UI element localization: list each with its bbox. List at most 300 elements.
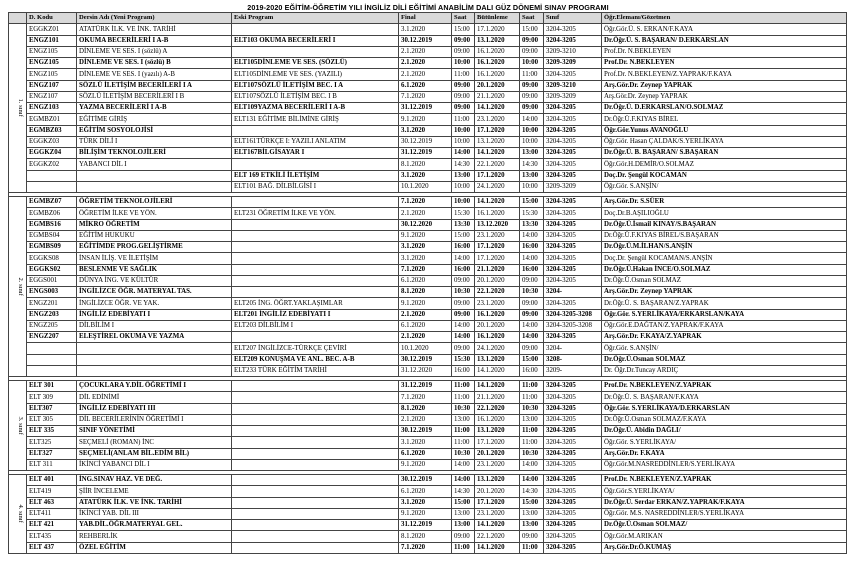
room-cell: 3204-3205: [544, 531, 602, 542]
room-cell: 3204-3205: [544, 208, 602, 219]
makeup-time-cell: 15:00: [520, 24, 544, 35]
room-cell: 3204-3205: [544, 219, 602, 230]
course-name-new-cell: DİNLEME VE SES. I (yazılı) A-B: [77, 69, 232, 80]
final-time-cell: 10:00: [452, 136, 475, 147]
final-date-cell: 3.1.2020: [399, 437, 452, 448]
course-code-cell: ELT 309: [27, 392, 77, 403]
course-name-old-cell: [232, 414, 399, 425]
course-code-cell: ENGZ201: [27, 298, 77, 309]
makeup-date-cell: 14.1.2020: [475, 365, 520, 376]
makeup-time-cell: 11:00: [520, 392, 544, 403]
course-name-new-cell: DİNLEME VE SES. I (sözlü) A: [77, 46, 232, 57]
instructor-cell: Arş.Gör.Dr.Ö.KUMAŞ: [602, 542, 847, 553]
table-row: [9, 219, 847, 230]
makeup-date-cell: 16.1.2020: [475, 208, 520, 219]
course-name-old-cell: ELT103 OKUMA BECERİLERİ I: [232, 35, 399, 46]
course-name-old-cell: [232, 46, 399, 57]
final-time-cell: 14:00: [452, 332, 475, 343]
course-code-cell: ELT 463: [27, 497, 77, 508]
makeup-time-cell: 10:30: [520, 403, 544, 414]
final-date-cell: 2.1.2020: [399, 58, 452, 69]
course-name-old-cell: [232, 219, 399, 230]
makeup-time-cell: 13:00: [520, 170, 544, 181]
final-time-cell: 10:30: [452, 403, 475, 414]
final-date-cell: 9.1.2020: [399, 508, 452, 519]
course-name-old-cell: [232, 497, 399, 508]
course-name-old-cell: ELT209 KONUŞMA VE ANL. BEC. A-B: [232, 354, 399, 365]
makeup-time-cell: 14:00: [520, 114, 544, 125]
makeup-time-cell: 09:00: [520, 80, 544, 91]
instructor-cell: Doç.Dr. Şengül KOCAMAN/S.ANŞİN: [602, 253, 847, 264]
room-cell: 3209-3209: [544, 91, 602, 102]
room-cell: 3204-3205: [544, 159, 602, 170]
table-row: [9, 298, 847, 309]
course-name-old-cell: ELT107SÖZLÜ İLETİŞİM BEC. I B: [232, 91, 399, 102]
makeup-time-cell: 14:00: [520, 320, 544, 331]
table-row: [9, 531, 847, 542]
makeup-date-cell: 16.1.2020: [475, 58, 520, 69]
course-code-cell: ENGZ105: [27, 46, 77, 57]
makeup-date-cell: 17.1.2020: [475, 437, 520, 448]
room-cell: 3204-3205: [544, 148, 602, 159]
final-time-cell: 13:00: [452, 520, 475, 531]
makeup-time-cell: 15:00: [520, 354, 544, 365]
final-date-cell: 9.1.2020: [399, 298, 452, 309]
instructor-cell: Öğr.Gör. S.YERLİKAYA/: [602, 437, 847, 448]
course-name-old-cell: ELT203 DİLBİLİM I: [232, 320, 399, 331]
semester-label-cell: [9, 197, 27, 377]
semester-label-cell: [9, 381, 27, 471]
table-row: [9, 437, 847, 448]
course-name-new-cell: DİL EDİNİMİ: [77, 392, 232, 403]
table-row: [9, 403, 847, 414]
header-cell-instructor: Öğr.Elemanı/Gözetmen: [602, 13, 847, 24]
final-date-cell: 3.1.2020: [399, 170, 452, 181]
document-title: 2019-2020 EĞİTİM-ÖĞRETİM YILI İNGİLİZ DİLİ EĞİTİMİ ANABİLİM DALI GÜZ DÖNEMİ SINAV PROGRAMI: [247, 3, 609, 12]
instructor-cell: Dr.Öğr.Ü. S. BAŞARAN/F.KAYA: [602, 392, 847, 403]
room-cell: 3204-3205: [544, 275, 602, 286]
room-cell: 3204-3205: [544, 69, 602, 80]
instructor-cell: Prof.Dr. N.BEKLEYEN: [602, 46, 847, 57]
instructor-cell: Doç.Dr.B.AŞILIOĞLU: [602, 208, 847, 219]
final-date-cell: 31.12.2019: [399, 520, 452, 531]
course-name-old-cell: ELT231 ÖĞRETİM İLKE VE YÖN.: [232, 208, 399, 219]
table-row: [9, 459, 847, 470]
header-cell-time2: Saat: [520, 13, 544, 24]
semester-label: 4. sınıf: [16, 504, 24, 524]
final-time-cell: 09:00: [452, 298, 475, 309]
course-code-cell: EGMBZ07: [27, 197, 77, 208]
instructor-cell: Arş.Gör.Dr. Zeynep YAPRAK: [602, 287, 847, 298]
course-name-new-cell: EĞİTİM HUKUKU: [77, 230, 232, 241]
final-time-cell: 09:00: [452, 275, 475, 286]
final-date-cell: 2.1.2020: [399, 332, 452, 343]
room-cell: 3209-3209: [544, 181, 602, 192]
final-time-cell: 09:00: [452, 46, 475, 57]
course-code-cell: ENGZ205: [27, 320, 77, 331]
course-name-old-cell: ELT233 TÜRK EĞİTİM TARİHİ: [232, 365, 399, 376]
makeup-date-cell: 23.1.2020: [475, 508, 520, 519]
semester-label: 1. sınıf: [16, 98, 24, 118]
instructor-cell: Dr.Öğr.Ü.Osman SOLMAZ: [602, 275, 847, 286]
instructor-cell: Arş.Gör.Dr. F.KAYA/Z.YAPRAK: [602, 332, 847, 343]
makeup-time-cell: 14:00: [520, 332, 544, 343]
instructor-cell: Prof.Dr. N.BEKLEYEN/Z.YAPRAK/F.KAYA: [602, 69, 847, 80]
course-name-new-cell: EĞİTİME GİRİŞ: [77, 114, 232, 125]
header-cell-course-old: Eski Program: [232, 13, 399, 24]
makeup-date-cell: 13.1.2020: [475, 354, 520, 365]
makeup-date-cell: 16.1.2020: [475, 69, 520, 80]
final-date-cell: 30.12.2020: [399, 219, 452, 230]
final-date-cell: 31.12.2019: [399, 103, 452, 114]
table-row: [9, 354, 847, 365]
makeup-date-cell: 20.1.2020: [475, 320, 520, 331]
makeup-date-cell: 23.1.2020: [475, 114, 520, 125]
makeup-date-cell: 21.1.2020: [475, 392, 520, 403]
course-code-cell: EGMBS09: [27, 242, 77, 253]
instructor-cell: Öğr.Gör. Hasan ÇALDAK/S.YERLİKAYA: [602, 136, 847, 147]
makeup-time-cell: 10:00: [520, 181, 544, 192]
course-name-old-cell: [232, 125, 399, 136]
room-cell: 3209-3209: [544, 58, 602, 69]
course-name-new-cell: ÖZEL EĞİTİM: [77, 542, 232, 553]
room-cell: 3204-3205: [544, 332, 602, 343]
makeup-time-cell: 13:00: [520, 414, 544, 425]
room-cell: 3204-3205: [544, 170, 602, 181]
instructor-cell: Prof.Dr. N.BEKLEYEN: [602, 58, 847, 69]
room-cell: 3204-3205: [544, 125, 602, 136]
makeup-date-cell: 22.1.2020: [475, 287, 520, 298]
course-name-new-cell: BİLİŞİM TEKNOLOJİLERİ: [77, 148, 232, 159]
makeup-date-cell: 24.1.2020: [475, 343, 520, 354]
table-row: [9, 448, 847, 459]
course-code-cell: EGGS001: [27, 275, 77, 286]
final-time-cell: 11:00: [452, 392, 475, 403]
instructor-cell: Öğr.Gör. M.S. NASREDDİNLER/S.YERLİKAYA: [602, 508, 847, 519]
instructor-cell: Arş.Gör.Dr. F.KAYA: [602, 448, 847, 459]
course-name-old-cell: [232, 426, 399, 437]
table-row: [9, 58, 847, 69]
course-name-new-cell: ŞİİR İNCELEME: [77, 486, 232, 497]
makeup-time-cell: 09:00: [520, 103, 544, 114]
course-code-cell: ENGZ105: [27, 58, 77, 69]
course-code-cell: ELT435: [27, 531, 77, 542]
course-name-new-cell: YABANCI DİL I: [77, 159, 232, 170]
header-cell-room: Sınıf: [544, 13, 602, 24]
course-code-cell: ENGZ105: [27, 69, 77, 80]
room-cell: 3204-3205: [544, 381, 602, 392]
final-date-cell: 31.12.2019: [399, 148, 452, 159]
course-code-cell: ENGZ207: [27, 332, 77, 343]
final-date-cell: 30.12.2019: [399, 475, 452, 486]
course-name-old-cell: ELT105DİNLEME VE SES. (YAZILI): [232, 69, 399, 80]
course-code-cell: ELT327: [27, 448, 77, 459]
makeup-time-cell: 13:00: [520, 508, 544, 519]
course-name-old-cell: [232, 275, 399, 286]
course-name-old-cell: [232, 197, 399, 208]
exam-schedule-table: [8, 12, 847, 554]
final-time-cell: 10:00: [452, 58, 475, 69]
instructor-cell: Dr.Öğr.Ü. Abidin DAĞLI/: [602, 426, 847, 437]
table-row: [9, 197, 847, 208]
makeup-time-cell: 11:00: [520, 69, 544, 80]
makeup-date-cell: 16.1.2020: [475, 414, 520, 425]
room-cell: 3204-3205-3208: [544, 320, 602, 331]
course-code-cell: ENGZ101: [27, 35, 77, 46]
makeup-time-cell: 15:00: [520, 497, 544, 508]
course-code-cell: ELT307: [27, 403, 77, 414]
course-name-new-cell: EĞİTİM SOSYOLOJİSİ: [77, 125, 232, 136]
instructor-cell: Dr.Öğr.Ü. S. BAŞARAN/ D.ERKARSLAN: [602, 35, 847, 46]
course-name-new-cell: ELEŞTİREL OKUMA VE YAZMA: [77, 332, 232, 343]
makeup-time-cell: 10:00: [520, 136, 544, 147]
final-time-cell: 13:00: [452, 414, 475, 425]
instructor-cell: Öğr.Gör.Ü. S. ERKAN/F.KAYA: [602, 24, 847, 35]
makeup-time-cell: 13:00: [520, 148, 544, 159]
final-time-cell: 14:00: [452, 148, 475, 159]
course-name-old-cell: ELT109YAZMA BECERİLERİ I A-B: [232, 103, 399, 114]
course-name-new-cell: [77, 343, 232, 354]
course-name-old-cell: [232, 253, 399, 264]
room-cell: 3204-3205: [544, 35, 602, 46]
room-cell: 3204-3205-3208: [544, 309, 602, 320]
final-date-cell: 31.12.2020: [399, 365, 452, 376]
makeup-date-cell: 22.1.2020: [475, 531, 520, 542]
course-name-old-cell: ELT101 BAĞ. DİLBİLGİSİ I: [232, 181, 399, 192]
course-code-cell: EGGKS02: [27, 264, 77, 275]
makeup-date-cell: 17.1.2020: [475, 125, 520, 136]
final-time-cell: 11:00: [452, 542, 475, 553]
course-name-old-cell: ELT161TÜRKÇE I: YAZILI ANLATIM: [232, 136, 399, 147]
room-cell: 3204-3205: [544, 136, 602, 147]
final-time-cell: 16:00: [452, 242, 475, 253]
final-date-cell: 30.12.2019: [399, 354, 452, 365]
course-name-new-cell: TÜRK DİLİ I: [77, 136, 232, 147]
instructor-cell: Dr.Öğr.Ü.F.KIYAS BİREL/S.BAŞARAN: [602, 230, 847, 241]
course-code-cell: ENGZ103: [27, 103, 77, 114]
course-name-new-cell: İNG.SINAV HAZ. VE DEĞ.: [77, 475, 232, 486]
course-name-new-cell: MİKRO ÖĞRETİM: [77, 219, 232, 230]
table-row: [9, 242, 847, 253]
instructor-cell: Öğr.Gör. S.ANŞİN/: [602, 343, 847, 354]
final-time-cell: 10:00: [452, 125, 475, 136]
room-cell: 3204-3205: [544, 497, 602, 508]
final-date-cell: 3.1.2020: [399, 24, 452, 35]
room-cell: 3204-3205: [544, 459, 602, 470]
course-name-new-cell: DİL BECERİLERİNİN ÖĞRETİMİ I: [77, 414, 232, 425]
room-cell: 3204-3205: [544, 520, 602, 531]
course-name-old-cell: ELT167BİLGİSAYAR I: [232, 148, 399, 159]
course-code-cell: ELT 305: [27, 414, 77, 425]
schedule-body: [9, 24, 847, 554]
final-date-cell: 6.1.2020: [399, 448, 452, 459]
makeup-date-cell: 23.1.2020: [475, 230, 520, 241]
header-cell-course-new: Dersin Adı (Yeni Program): [77, 13, 232, 24]
course-name-new-cell: SÖZLÜ İLETİŞİM BECERİLERİ I A: [77, 80, 232, 91]
makeup-time-cell: 09:00: [520, 35, 544, 46]
table-row: [9, 69, 847, 80]
instructor-cell: Dr.Öğr.Ü.M.İLHAN/S.ANŞİN: [602, 242, 847, 253]
final-time-cell: 14:00: [452, 459, 475, 470]
instructor-cell: Dr.Öğr.Ü. S. BAŞARAN/Z.YAPRAK: [602, 298, 847, 309]
makeup-time-cell: 14:00: [520, 459, 544, 470]
final-time-cell: 14:30: [452, 486, 475, 497]
room-cell: 3204-3205: [544, 448, 602, 459]
course-name-old-cell: ELT207 İNGİLİZCE-TÜRKÇE ÇEVİRİ: [232, 343, 399, 354]
makeup-time-cell: 09:00: [520, 91, 544, 102]
course-code-cell: [27, 365, 77, 376]
course-name-new-cell: SÖZLÜ İLETİŞİM BECERİLERİ I B: [77, 91, 232, 102]
course-name-new-cell: SINIF YÖNETİMİ: [77, 426, 232, 437]
makeup-time-cell: 10:00: [520, 125, 544, 136]
table-row: [9, 287, 847, 298]
final-time-cell: 11:00: [452, 426, 475, 437]
course-name-old-cell: [232, 542, 399, 553]
course-name-old-cell: [232, 287, 399, 298]
course-name-old-cell: [232, 264, 399, 275]
header-cell-code: D. Kodu: [27, 13, 77, 24]
course-code-cell: ELT 301: [27, 381, 77, 392]
makeup-date-cell: 14.1.2020: [475, 520, 520, 531]
makeup-date-cell: 14.1.2020: [475, 103, 520, 114]
course-name-old-cell: [232, 230, 399, 241]
instructor-cell: Dr.Öğr.Ü.Osman SOLMAZ: [602, 354, 847, 365]
room-cell: 3204-3205: [544, 242, 602, 253]
course-code-cell: EGGKZ02: [27, 159, 77, 170]
course-name-new-cell: İNGİLİZCE ÖĞR. VE YAK.: [77, 298, 232, 309]
final-date-cell: 2.1.2020: [399, 46, 452, 57]
semester-label: 2. sınıf: [16, 277, 24, 296]
table-row: [9, 486, 847, 497]
course-name-new-cell: İKİNCİ YAB. DİL III: [77, 508, 232, 519]
course-code-cell: EGMBS04: [27, 230, 77, 241]
final-time-cell: 16:00: [452, 264, 475, 275]
room-cell: 3204-3205: [544, 298, 602, 309]
final-time-cell: 15:00: [452, 230, 475, 241]
course-name-old-cell: [232, 381, 399, 392]
course-code-cell: EGGKZ03: [27, 136, 77, 147]
makeup-date-cell: 16.1.2020: [475, 309, 520, 320]
table-row: [9, 208, 847, 219]
makeup-time-cell: 13:30: [520, 219, 544, 230]
final-time-cell: 09:00: [452, 103, 475, 114]
room-cell: 3204-3205: [544, 114, 602, 125]
header-row: [9, 13, 847, 24]
table-row: [9, 264, 847, 275]
course-code-cell: [27, 354, 77, 365]
final-date-cell: 7.1.2020: [399, 197, 452, 208]
header-cell-final: Final: [399, 13, 452, 24]
course-name-old-cell: [232, 508, 399, 519]
course-name-new-cell: YAB.DİL.ÖĞR.MATERYAL GEL.: [77, 520, 232, 531]
final-date-cell: 8.1.2020: [399, 403, 452, 414]
makeup-date-cell: 16.1.2020: [475, 46, 520, 57]
makeup-time-cell: 14:30: [520, 159, 544, 170]
final-date-cell: 2.1.2020: [399, 69, 452, 80]
course-name-new-cell: [77, 354, 232, 365]
makeup-time-cell: 09:00: [520, 343, 544, 354]
makeup-date-cell: 13.1.2020: [475, 426, 520, 437]
makeup-date-cell: 20.1.2020: [475, 80, 520, 91]
final-date-cell: 3.1.2020: [399, 242, 452, 253]
course-code-cell: ELT419: [27, 486, 77, 497]
course-code-cell: EGMBZ06: [27, 208, 77, 219]
course-name-new-cell: ÇOCUKLARA Y.DİL ÖĞRETİMİ I: [77, 381, 232, 392]
final-date-cell: 3.1.2020: [399, 497, 452, 508]
final-date-cell: 30.12.2019: [399, 35, 452, 46]
table-row: [9, 508, 847, 519]
header-cell-makeup: Bütünleme: [475, 13, 520, 24]
course-name-new-cell: DİNLEME VE SES. I (sözlü) B: [77, 58, 232, 69]
final-date-cell: 10.1.2020: [399, 343, 452, 354]
course-code-cell: EGMBS16: [27, 219, 77, 230]
instructor-cell: Arş.Gör.Dr. Zeynep YAPRAK: [602, 80, 847, 91]
makeup-time-cell: 10:00: [520, 58, 544, 69]
final-time-cell: 13:00: [452, 508, 475, 519]
table-row: [9, 114, 847, 125]
final-time-cell: 13:30: [452, 219, 475, 230]
final-date-cell: 6.1.2020: [399, 275, 452, 286]
room-cell: 3204-3205: [544, 392, 602, 403]
course-name-old-cell: [232, 242, 399, 253]
table-row: [9, 35, 847, 46]
instructor-cell: Dr.Öğr.Ü.Osman SOLMAZ/F.KAYA: [602, 414, 847, 425]
course-code-cell: ELT 421: [27, 520, 77, 531]
course-name-old-cell: ELT107SÖZLÜ İLETİŞİM BEC. I A: [232, 80, 399, 91]
instructor-cell: Öğr.Gör.E.DAĞTAN/Z.YAPRAK/F.KAYA: [602, 320, 847, 331]
makeup-time-cell: 09:00: [520, 46, 544, 57]
instructor-cell: Doç.Dr. Şengül KOCAMAN: [602, 170, 847, 181]
course-name-new-cell: REHBERLİK: [77, 531, 232, 542]
table-row: [9, 542, 847, 553]
makeup-date-cell: 13.1.2020: [475, 475, 520, 486]
table-row: [9, 46, 847, 57]
makeup-time-cell: 14:00: [520, 253, 544, 264]
makeup-time-cell: 10:30: [520, 287, 544, 298]
table-row: [9, 497, 847, 508]
room-cell: 3209-3210: [544, 80, 602, 91]
table-row: [9, 381, 847, 392]
instructor-cell: Dr.Öğr.Ü. D.ERKARSLAN/O.SOLMAZ: [602, 103, 847, 114]
instructor-cell: Öğr.Gör.S.YERLİKAYA/: [602, 486, 847, 497]
final-date-cell: 9.1.2020: [399, 459, 452, 470]
course-code-cell: EGMBZ03: [27, 125, 77, 136]
instructor-cell: Öğr.Gör.M.ARIKAN: [602, 531, 847, 542]
room-cell: 3209-3210: [544, 46, 602, 57]
makeup-time-cell: 16:00: [520, 264, 544, 275]
course-code-cell: EGGKS08: [27, 253, 77, 264]
instructor-cell: Dr.Öğr.Ü.Hakan İNCE/O.SOLMAZ: [602, 264, 847, 275]
final-date-cell: 7.1.2020: [399, 392, 452, 403]
room-cell: 3204-3205: [544, 542, 602, 553]
instructor-cell: Öğr.Gör. S.YERLİKAYA/D.ERKARSLAN: [602, 403, 847, 414]
course-code-cell: ENGZ203: [27, 309, 77, 320]
table-row: [9, 159, 847, 170]
makeup-time-cell: 11:00: [520, 426, 544, 437]
makeup-time-cell: 10:30: [520, 448, 544, 459]
course-name-new-cell: [77, 181, 232, 192]
final-time-cell: 09:00: [452, 80, 475, 91]
final-date-cell: 8.1.2020: [399, 159, 452, 170]
final-time-cell: 15:00: [452, 497, 475, 508]
final-date-cell: 9.1.2020: [399, 114, 452, 125]
course-name-new-cell: İKİNCİ YABANCI DİL I: [77, 459, 232, 470]
room-cell: 3204-3205: [544, 24, 602, 35]
table-row: [9, 343, 847, 354]
final-time-cell: 10:00: [452, 181, 475, 192]
makeup-date-cell: 24.1.2020: [475, 181, 520, 192]
makeup-time-cell: 15:00: [520, 197, 544, 208]
